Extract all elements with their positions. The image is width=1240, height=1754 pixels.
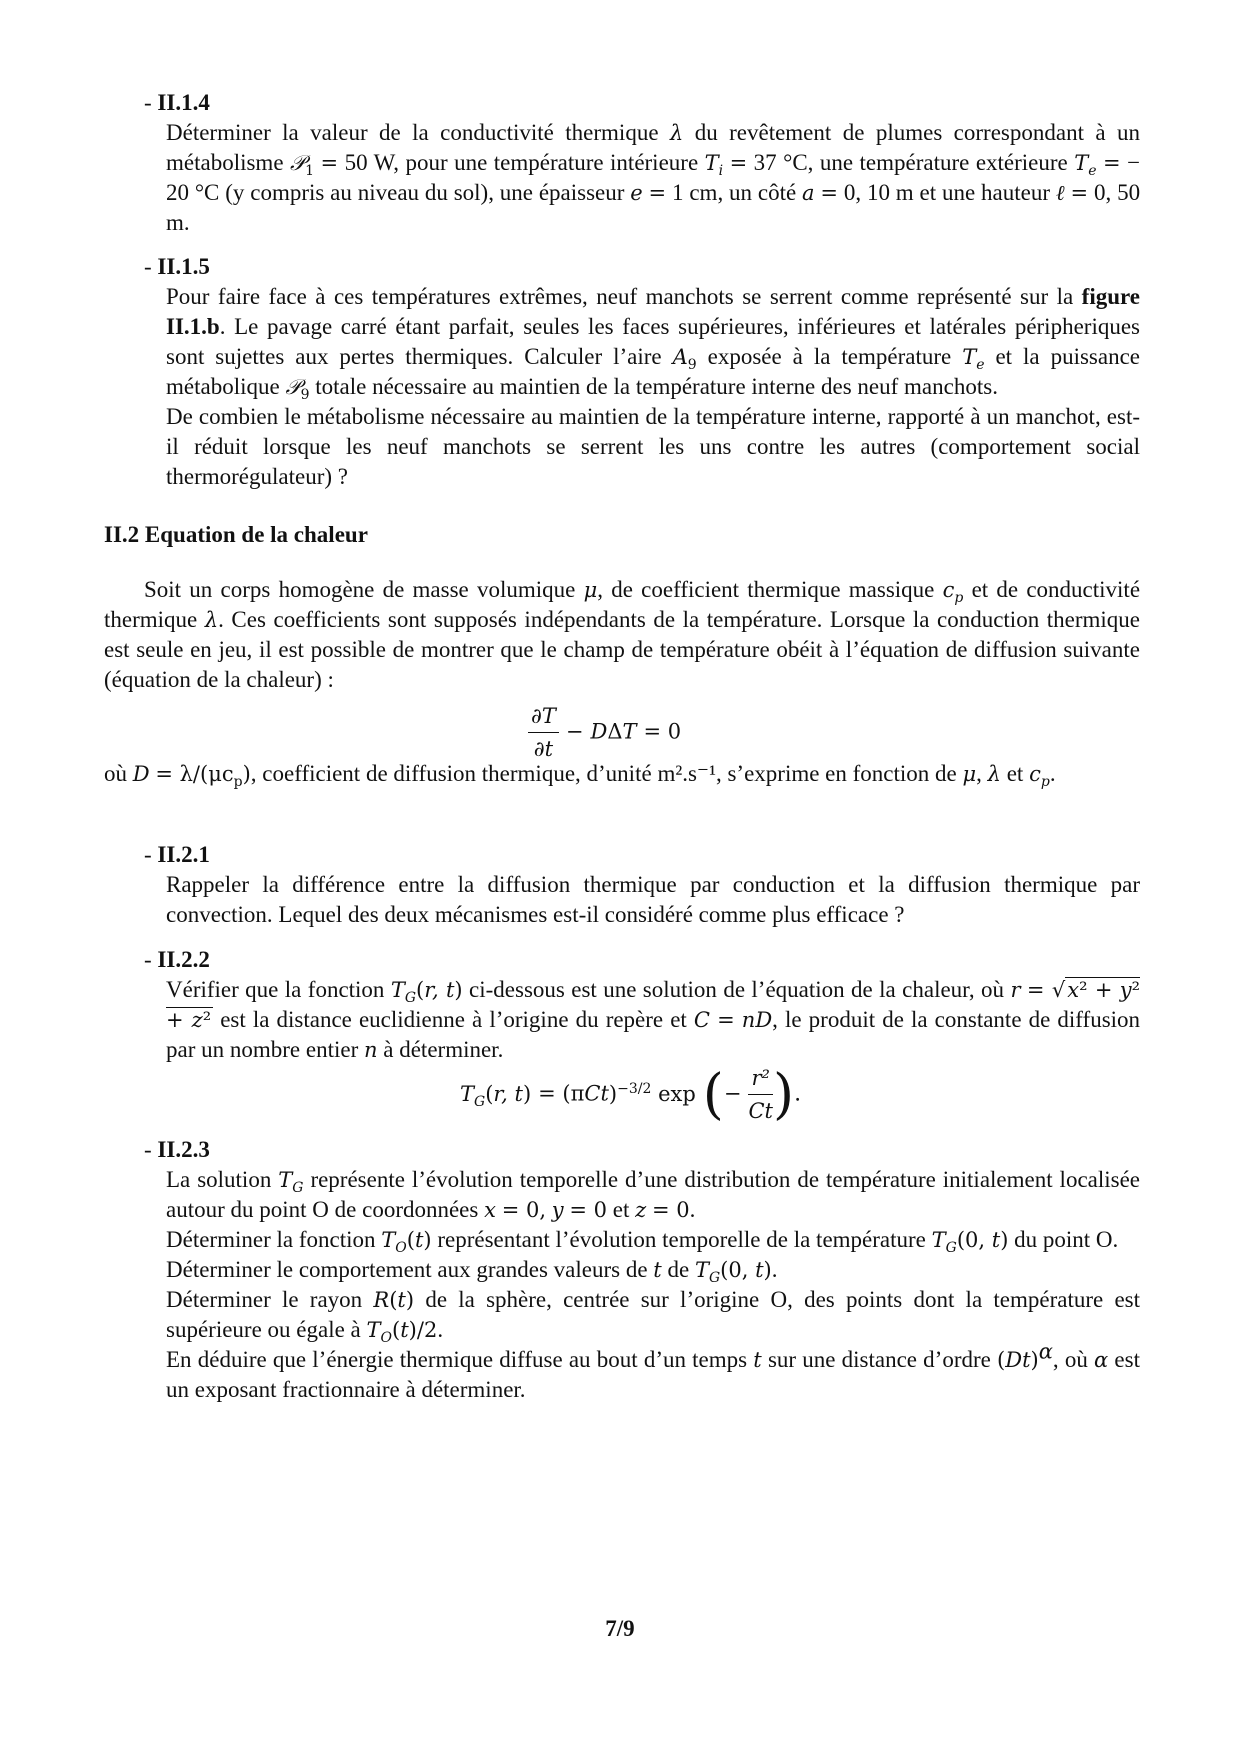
- gaussian-solution-equation: $T_G(r$, $t) = (\pi Ct)^{-3/2}$ exp (− $\frac{\text{r²}}{Ct}$ ).: [460, 1062, 802, 1126]
- question-label: - II.2.1: [144, 842, 210, 867]
- question-II-1-4: [144, 88, 1140, 238]
- question-label: - II.1.4: [144, 90, 210, 115]
- question-text: Déterminer la valeur de la conductivité thermique λ du revêtement de plumes correspondant à un métabolisme 𝒫$_1$ = 50 W, pour une température intérieure $T_i = 37$ °C, une température extérieure $T_e$ = − 20 °C (y compris au niveau du sol), une épaisseur e = 1 cm, un côté a = 0, 10 m et une hauteur ℓ = 0, 50 m.: [166, 120, 1141, 235]
- question-II-2-2: [144, 945, 1141, 1062]
- question-II-1-5: [144, 252, 1140, 512]
- question-text: Vérifier que la fonction $T_G(r$, t) ci-dessous est une solution de l’équation de la chaleur, où r = √x² + y² + z² est la distance euclidienne à l’origine du repère et C = nD, le produit de la constante de diffusion par un nombre entier n à déterminer.: [166, 977, 1141, 1062]
- question-label: - II.2.3: [144, 1137, 210, 1162]
- section-title: II.2 Equation de la chaleur: [104, 522, 368, 547]
- question-text: La solution $T_G$ représente l’évolution temporelle d’une distribution de température initialement localisée autour du point O de coordonnées x = 0, y = 0 et z = 0. Déterminer la fonction $T_O(t)$ représentant l’évolution temporelle de la température $T_G(0$, t) du point O. Déterminer le comportement aux grandes valeurs de t de $T_G(0$, t). Déterminer le rayon R(t) de la sphère, centrée sur l’origine O, des points dont la température est supérieure ou égale à $T_O(t)/2$. En déduire que l’énergie thermique diffuse au bout d’un temps t sur une distance d’ordre $(Dt)^\alpha$, où α est un exposant fractionnaire à déterminer.: [166, 1167, 1141, 1402]
- page-number: 7/9: [605, 1616, 635, 1641]
- heat-equation: $\frac{\partial T}{\partial t}$ − DΔT = 0: [528, 700, 681, 765]
- question-text: Rappeler la différence entre la diffusion thermique par conduction et la diffusion thermique par convection. Lequel des deux mécanismes est-il considéré comme plus efficace ?: [166, 872, 1140, 927]
- intro-paragraph: Soit un corps homogène de masse volumique μ, de coefficient thermique massique $c_p$ et de conductivité thermique λ. Ces coefficients sont supposés indépendants de la température. Lorsque la conduction thermique est seule en jeu, il est possible de montrer que le champ de température obéit à l’équation de diffusion suivante (équation de la chaleur) :: [104, 577, 1141, 692]
- figure-reference: figure II.1.b: [166, 284, 1140, 339]
- question-label: - II.1.5: [144, 254, 210, 279]
- question-text: Pour faire face à ces températures extrêmes, neuf manchots se serrent comme représenté sur la figure II.1.b. Le pavage carré étant parfait, seules les faces supérieures, inférieures et latérales péripheriques sont sujettes aux pertes thermiques. Calculer l’aire $A_9$ exposée à la température $T_e$ et la puissance métabolique 𝒫$_9$ totale nécessaire au maintien de la température interne des neuf manchots. De combien le métabolisme nécessaire au maintien de la température interne, rapporté à un manchot, est-il réduit lorsque les neuf manchots se serrent les uns contre les autres (comportement social thermorégulateur) ?: [166, 284, 1141, 489]
- diffusion-coefficient-text: où $D = \lambda/(\mu c_p)$, coefficient de diffusion thermique, d’unité m².s⁻¹, s’exprime en fonction de μ, λ et $c_p$.: [104, 761, 1056, 791]
- question-label: - II.2.2: [144, 947, 210, 972]
- question-II-2-1: [144, 840, 1140, 930]
- question-II-2-3: [144, 1135, 1140, 1565]
